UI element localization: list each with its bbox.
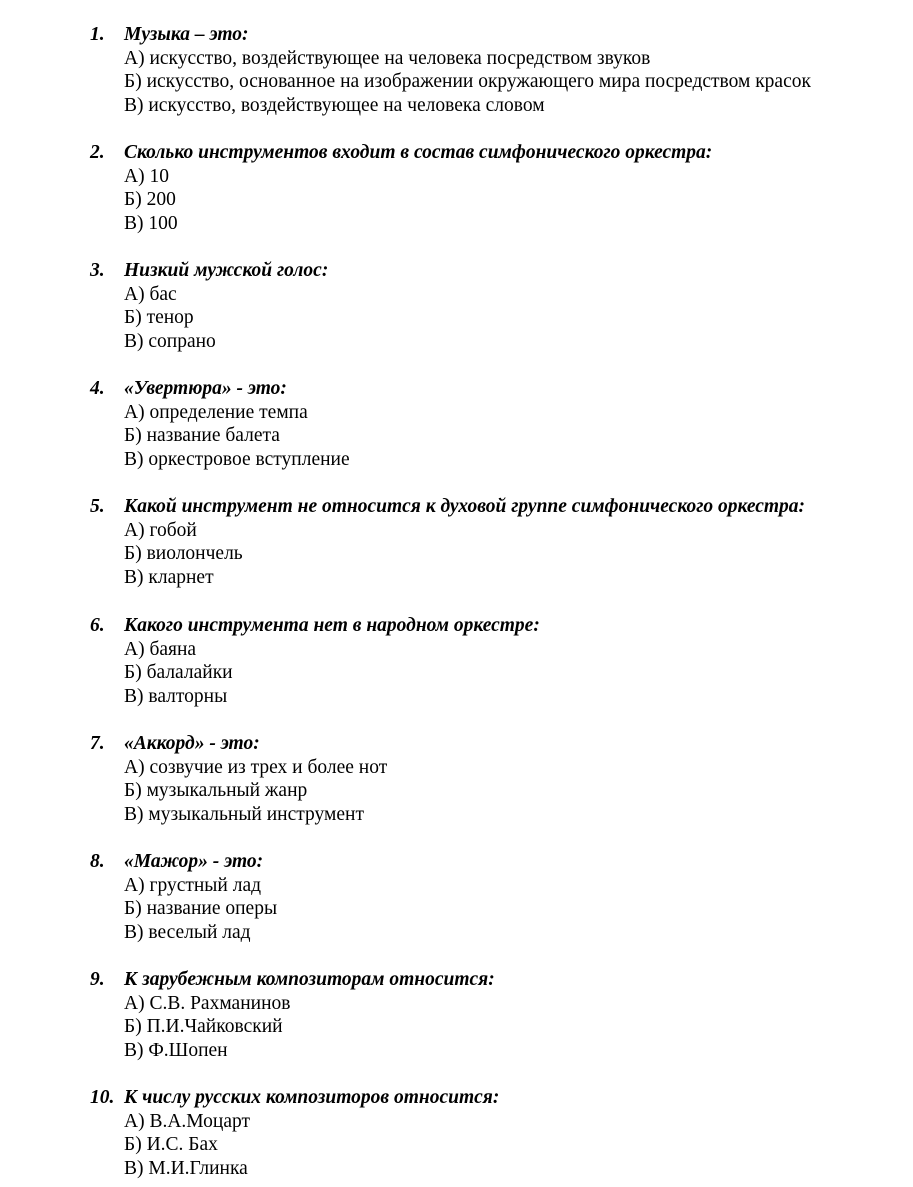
question-heading	[90, 850, 263, 874]
question-text: «Аккорд» - это:	[124, 733, 260, 754]
question-number: 2.	[90, 142, 105, 163]
question-number: 9.	[90, 969, 105, 990]
answer-option-c: В) оркестровое вступление	[124, 449, 350, 470]
answer-option-c: В) кларнет	[124, 567, 214, 588]
question-number: 1.	[90, 24, 105, 45]
question-heading	[90, 1086, 499, 1110]
question-text: Низкий мужской голос:	[124, 260, 329, 281]
answer-option-c: В) валторны	[124, 686, 228, 707]
answer-option-b: Б) виолончель	[124, 543, 243, 564]
answer-option-c: В) веселый лад	[124, 922, 251, 943]
answer-option-a: А) искусство, воздействующее на человека посредством звуков	[124, 48, 651, 69]
question-text: К числу русских композиторов относится:	[124, 1087, 500, 1108]
answer-option-b: Б) тенор	[124, 307, 194, 328]
question-number: 8.	[90, 851, 105, 872]
answer-option-c: В) Ф.Шопен	[124, 1040, 228, 1061]
question-number: 4.	[90, 378, 105, 399]
answer-option-a: А) определение темпа	[124, 402, 308, 423]
question-text: «Мажор» - это:	[124, 851, 264, 872]
answer-option-c: В) искусство, воздействующее на человека словом	[124, 95, 545, 116]
answer-option-b: Б) искусство, основанное на изображении окружающего мира посредством красок	[124, 71, 811, 92]
answer-option-a: А) созвучие из трех и более нот	[124, 757, 388, 778]
answer-option-a: А) 10	[124, 166, 169, 187]
question-text: Музыка – это:	[124, 24, 249, 45]
answer-option-b: Б) И.С. Бах	[124, 1134, 218, 1155]
question-text: Какой инструмент не относится к духовой группе симфонического оркестра:	[124, 496, 806, 517]
answer-option-a: А) В.А.Моцарт	[124, 1111, 250, 1132]
question-number: 6.	[90, 615, 105, 636]
question-heading	[90, 614, 540, 638]
answer-option-c: В) сопрано	[124, 331, 216, 352]
answer-option-b: Б) музыкальный жанр	[124, 780, 308, 801]
question-heading	[90, 732, 260, 756]
question-text: Сколько инструментов входит в состав симфонического оркестра:	[124, 142, 713, 163]
answer-option-b: Б) название балета	[124, 425, 280, 446]
answer-option-c: В) музыкальный инструмент	[124, 804, 364, 825]
answer-option-b: Б) балалайки	[124, 662, 233, 683]
question-number: 7.	[90, 733, 105, 754]
question-heading	[90, 23, 249, 47]
answer-option-c: В) М.И.Глинка	[124, 1158, 248, 1179]
answer-option-b: Б) П.И.Чайковский	[124, 1016, 283, 1037]
question-text: Какого инструмента нет в народном оркестре:	[124, 615, 540, 636]
question-heading	[90, 495, 805, 519]
question-heading	[90, 259, 328, 283]
question-heading	[90, 141, 712, 165]
answer-option-a: А) баяна	[124, 639, 197, 660]
question-number: 5.	[90, 496, 105, 517]
answer-option-a: А) бас	[124, 284, 177, 305]
answer-option-c: В) 100	[124, 213, 178, 234]
question-text: «Увертюра» - это:	[124, 378, 287, 399]
question-number: 3.	[90, 260, 105, 281]
question-heading	[90, 968, 495, 992]
answer-option-a: А) грустный лад	[124, 875, 262, 896]
question-text: К зарубежным композиторам относится:	[124, 969, 495, 990]
answer-option-a: А) С.В. Рахманинов	[124, 993, 291, 1014]
answer-option-a: А) гобой	[124, 520, 197, 541]
answer-option-b: Б) 200	[124, 189, 176, 210]
question-heading	[90, 377, 287, 401]
question-number: 10.	[90, 1087, 115, 1108]
answer-option-b: Б) название оперы	[124, 898, 278, 919]
